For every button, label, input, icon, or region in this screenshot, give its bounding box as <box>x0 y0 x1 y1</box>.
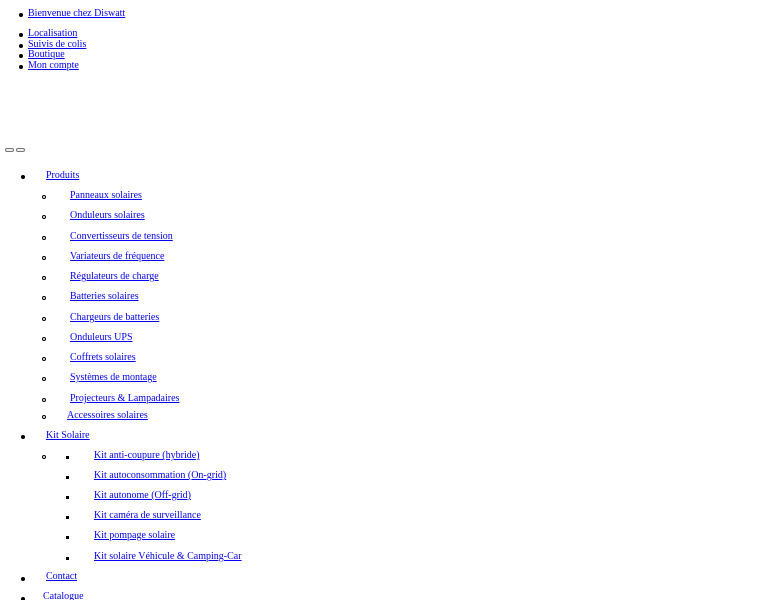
bullet <box>21 577 25 581</box>
submenu-item-panneaux-solaires[interactable]: Panneaux solaires <box>70 190 142 201</box>
bullet <box>42 398 46 402</box>
bullet <box>19 44 23 48</box>
bullet <box>42 317 46 321</box>
bullet <box>66 496 69 499</box>
submenu-item-coffrets-solaires[interactable]: Coffrets solaires <box>70 352 136 363</box>
bullet <box>42 195 46 199</box>
top-link-mon-compte[interactable]: Mon compte <box>28 60 79 71</box>
submenu-item-convertisseurs-de-tension[interactable]: Convertisseurs de tension <box>70 231 173 242</box>
bullet <box>42 276 46 280</box>
bullet <box>66 476 69 479</box>
bullet <box>66 456 69 459</box>
bullet <box>42 455 46 459</box>
bullet <box>19 33 23 37</box>
submenu-item-kit-autoconsommation[interactable]: Kit autoconsommation (On-grid) <box>94 470 227 481</box>
bullet <box>19 65 23 69</box>
menu-toggle-button[interactable] <box>5 148 14 152</box>
bullet <box>19 13 23 17</box>
submenu-item-kit-pompage-solaire[interactable]: Kit pompage solaire <box>94 530 176 541</box>
bullet <box>42 337 46 341</box>
submenu-item-kit-autonome[interactable]: Kit autonome (Off-grid) <box>94 490 192 501</box>
menu-item-catalogue[interactable]: Catalogue <box>43 591 84 600</box>
bullet <box>66 516 69 519</box>
bullet <box>42 215 46 219</box>
submenu-item-chargeurs-de-batteries[interactable]: Chargeurs de batteries <box>70 312 160 323</box>
submenu-item-kit-camera-de-surveillance[interactable]: Kit caméra de surveillance <box>94 510 201 521</box>
submenu-item-variateurs-de-frequence[interactable]: Variateurs de fréquence <box>70 251 165 262</box>
menu-item-contact[interactable]: Contact <box>46 571 78 582</box>
submenu-item-batteries-solaires[interactable]: Batteries solaires <box>70 291 139 302</box>
submenu-item-accessoires-solaires[interactable]: Accessoires solaires <box>67 410 148 421</box>
menu-item-produits[interactable]: Produits <box>46 170 80 181</box>
search-toggle-button[interactable] <box>16 148 25 152</box>
top-link-suivis-de-colis[interactable]: Suivis de colis <box>28 39 87 50</box>
bullet <box>66 536 69 539</box>
bullet <box>21 435 25 439</box>
welcome-link[interactable]: Bienvenue chez Diswatt <box>28 8 126 19</box>
bullet <box>42 236 46 240</box>
bullet <box>42 377 46 381</box>
submenu-item-onduleurs-solaires[interactable]: Onduleurs solaires <box>70 210 145 221</box>
submenu-item-regulateurs-de-charge[interactable]: Régulateurs de charge <box>70 271 159 282</box>
bullet <box>42 415 46 419</box>
submenu-item-projecteurs-lampadaires[interactable]: Projecteurs & Lampadaires <box>70 393 180 404</box>
submenu-item-systemes-de-montage[interactable]: Systèmes de montage <box>70 372 157 383</box>
bullet <box>19 54 23 58</box>
bullet <box>42 256 46 260</box>
bullet <box>42 357 46 361</box>
bullet <box>21 175 25 179</box>
submenu-item-kit-anti-coupure[interactable]: Kit anti-coupure (hybride) <box>94 450 200 461</box>
top-link-boutique[interactable]: Boutique <box>28 49 65 60</box>
bullet <box>66 557 69 560</box>
submenu-item-onduleurs-ups[interactable]: Onduleurs UPS <box>70 332 133 343</box>
menu-item-kit-solaire[interactable]: Kit Solaire <box>46 430 90 441</box>
submenu-item-kit-solaire-vehicule[interactable]: Kit solaire Véhicule & Camping-Car <box>94 551 242 562</box>
top-link-localisation[interactable]: Localisation <box>28 28 78 39</box>
bullet <box>42 296 46 300</box>
